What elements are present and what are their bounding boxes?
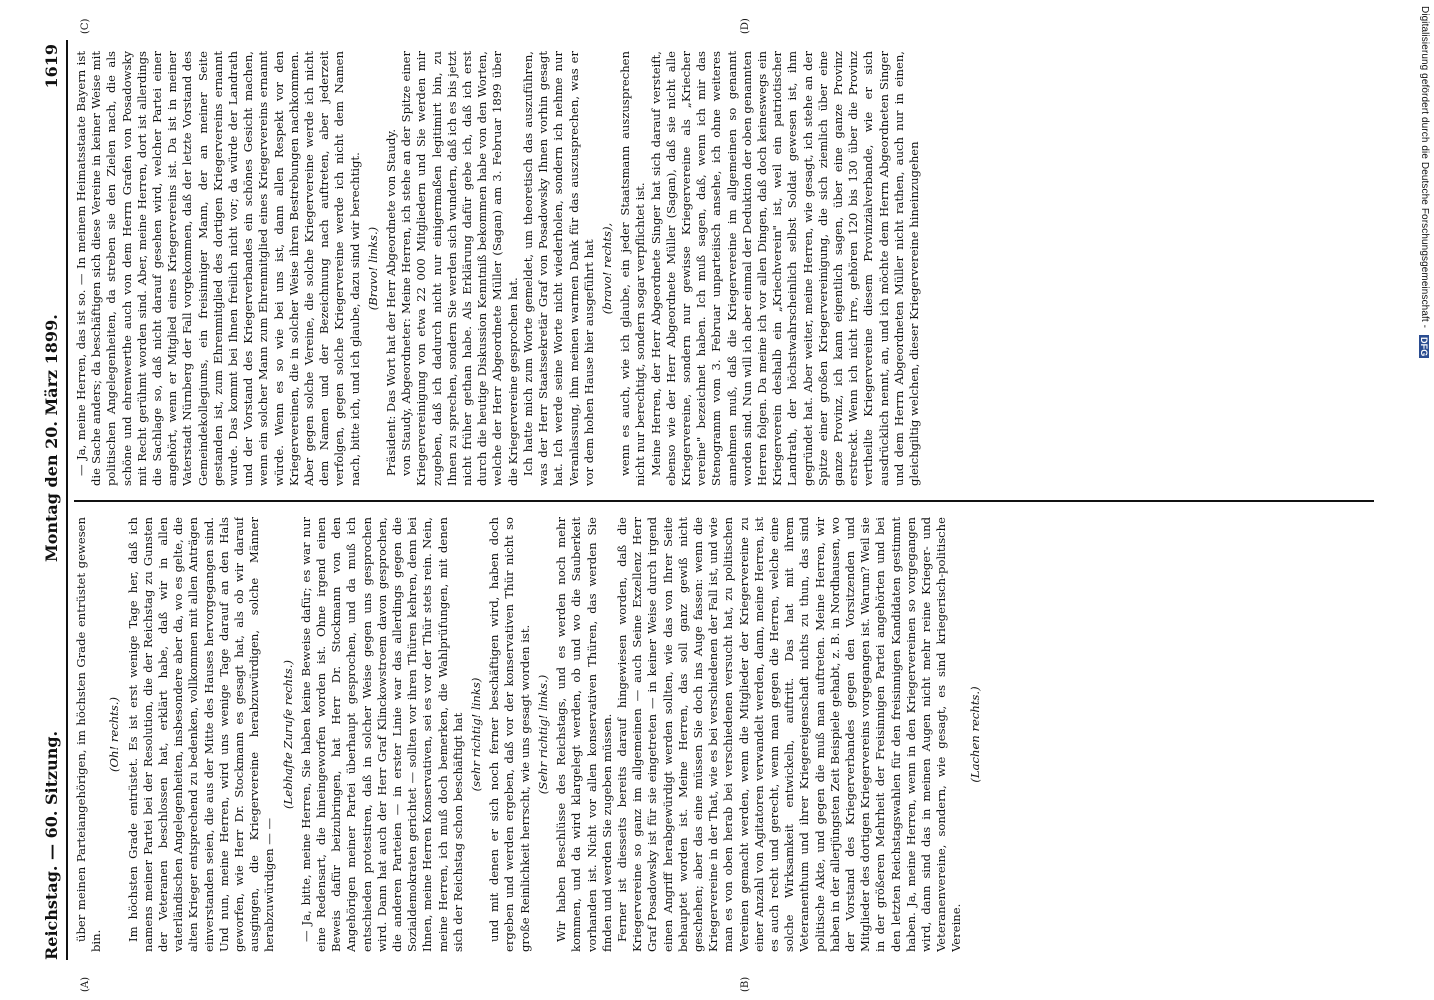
running-header [40, 40, 68, 960]
digitization-text: Digitalisierung gefördert durch die Deutsche Forschungsgemeinschaft - [1419, 6, 1430, 329]
paragraph: über meinen Parteiangehörigen, im höchsten Grade entrüstet gewesen bin. [74, 517, 104, 952]
digitization-note [1412, 6, 1434, 996]
margin-mark-c: (C) [80, 18, 91, 34]
margin-mark-a: (A) [80, 976, 91, 992]
interjection: (sehr richtig! links) [469, 677, 484, 792]
paragraph: von Staudy, Abgeordneter: Meine Herren, ich stehe an der Spitze einer Kriegervereinigung von etwa 22 000 Mitgliedern und Sie werden mir zugeben, daß ich dadurch nicht nur einigermaßen legitimirt bin, zu Ihnen zu sprechen, sondern Sie werden sich wundern, daß ich es bis jetzt nicht früher gethan habe. Als Erklärung dafür gebe ich, daß ich erst durch die heutige Diskussion Kenntniß bekommen habe von den Worten, welche der Herr Abgeordnete Müller (Sagan) am 3. Februar 1899 über die Kriegervereine gesprochen hat. [399, 51, 520, 486]
page-number: 1619 [42, 44, 61, 89]
paragraph: Ich hatte mich zum Worte gemeldet, um theoretisch das auszuführen, was der Herr Staatssekretär Graf von Posadowsky Ihnen vorhin gesagt hat. Ich werde seine Worte nicht wiederholen, sondern ich nehme nur Veranlassung, ihm meinen warmen Dank für das auszusprechen, was er vor dem hohen Hause hier ausgeführt hat [520, 51, 596, 486]
paragraph: — Ja, meine Herren, das ist so. — In meinem Heimatsstaate Bayern ist die Sache anders; da beschäftigen sich diese Vereine in keiner Weise mit politischen Angelegenheiten, da streben sie den Zielen nach, die als schöne und ehrenwerthe auch von dem Herrn Grafen von Posadowsky mit Recht gerühmt worden sind. Aber, meine Herren, dort ist allerdings die Sachlage so, daß nicht darauf gesehen wird, welcher Partei einer angehört, wenn er Mitglied eines Kriegervereins ist. Da ist in meiner Vaterstadt Nürnberg der Fall vorgekommen, daß der letzte Vorstand des Gemeindekollegiums, ein freisinniger Mann, der an meiner Seite gestanden ist, zum Ehrenmitglied des dortigen Kriegervereins ernannt wurde. Das kommt bei Ihnen freilich nicht vor; da würde der Landrath und der Vorstand des Kriegerverbandes ein schönes Gesicht machen, wenn ein solcher Mann zum Ehrenmitglied eines Kriegervereins ernannt würde. Wenn es so wie bei uns ist, dann allen Respekt vor den Kriegervereinen, die in solcher Weise ihren Bestrebungen nachkommen. Aber gegen solche Vereine, die solche Kriegervereine werde ich nicht dem Namen und der Bezeichnung nach auftreten, aber jederzeit verfolgen, gegen solche Kriegervereine werde ich nicht dem Namen nach, bitte ich, und ich glaube, dazu sind wir berechtigt. [74, 51, 362, 486]
left-column [74, 517, 1374, 952]
margin-mark-d: (D) [740, 18, 751, 34]
interjection: (Bravo! links.) [365, 226, 380, 311]
paragraph: Präsident: Das Wort hat der Herr Abgeordnete von Staudy. [384, 128, 399, 476]
paragraph: — Ja, bitte, meine Herren, Sie haben keine Beweise dafür; es war nur eine Redensart, die hineingeworfen worden ist. Ohne irgend einen Beweis dafür beizubringen, hat Herr Dr. Stockmann von den Angehörigen meiner Partei überhaupt gesprochen, und da muß ich entschieden protestiren, daß in solcher Weise gegen uns gesprochen wird. Dann hat auch der Herr Graf Klinckowstroem davon gesprochen, die anderen Parteien — in erster Linie war das allerdings gegen die Sozialdemokraten gerichtet — sollten vor ihren Thüren kehren, denn bei Ihnen, meine Herren Konservativen, sei es vor der Thür stets rein. Nein, meine Herren, ich muß doch bemerken, die Wahlprüfungen, mit denen sich der Reichstag schon beschäftigt hat [298, 517, 465, 952]
header-date: Montag den 20. März 1899. [42, 314, 61, 562]
margin-mark-b: (B) [740, 976, 751, 992]
paragraph: Im höchsten Grade entrüstet. Es ist erst wenige Tage her, daß ich namens meiner Partei bei der Resolution, die der Reichstag zu Gunsten der Veteranen beschlossen hat, erklärt habe, daß wir in allen vaterländischen Angelegenheiten, insbesondere aber da, wo es gelte, die alten Krieger entsprechend zu bedenken, vollkommen mit allen Anträgen einverstanden seien, die aus der Mitte des Hauses hervorgegangen sind. Und nun, meine Herren, wird uns wenige Tage darauf an den Hals geworfen, wie Herr Dr. Stockmann es gesagt hat, als ob wir darauf ausgingen, die Kriegervereine herabzuwürdigen, solche Männer herabzuwürdigen — — [125, 517, 277, 952]
interjection: (Lebhafte Zurufe rechts.) [280, 660, 295, 809]
interjection: (Lachen rechts.) [967, 686, 982, 783]
header-session: Reichstag. — 60. Sitzung. [42, 730, 61, 960]
interjection: (bravo! rechts), [599, 222, 614, 315]
dfg-logo: DFG [1419, 336, 1429, 357]
interjection: (Sehr richtig! links.) [535, 674, 550, 795]
column-divider [74, 500, 1374, 502]
paragraph: Ferner ist diesseits bereits darauf hingewiesen worden, daß die Kriegervereine so ganz im allgemeinen — auch Seine Exzellenz Herr Graf Posadowsky ist für sie eingetreten — in keiner Weise durch irgend einen Angriff herabgewürdigt werden sollten, wie das von Ihrer Seite behauptet worden ist. Meine Herren, das soll ganz gewiß nicht geschehen; aber das eine müssen Sie doch ins Auge fassen: wenn die Kriegervereine in der That, wie es bei verschiedenen der Fall ist, und wie man es von oben herab bei verschiedenen versucht hat, zu politischen Vereinen gemacht werden, wenn die Mitglieder der Kriegervereine zu einer Anzahl von Agitatoren verwandelt werden, dann, meine Herren, ist es auch recht und gerecht, wenn man gegen die Herren, welche eine solche Wirksamkeit entwickeln, auftritt. Das hat mit ihrem Veteranenthum und ihrer Kriegereigenschaft nichts zu thun, das sind politische Akte, und gegen die muß man auftreten. Meine Herren, wir haben in der allerjüngsten Zeit Beispiele gehabt, z. B. in Nordhausen, wo der Vorstand des Kriegerverbandes gegen den Vorsitzenden und Mitglieder des dortigen Kriegervereins vorgegangen ist. Warum? Weil sie in der größeren Mehrheit der Freisinnigen Partei angehörten und bei den letzten Reichstagswahlen für den freisinnigen Kandidaten gestimmt haben. Ja, meine Herren, wenn in den Kriegervereinen so vorgegangen wird, dann sind das in meinen Augen nicht mehr reine Krieger- und Veteranenvereine, sondern, wie gesagt, es sind kriegerisch-politische Vereine. [614, 517, 964, 952]
right-column [74, 51, 1374, 486]
paragraph: Meine Herren, der Herr Abgeordnete Singer hat sich darauf versteift, ebenso wie der Herr Abgeordnete Müller (Sagan), daß sie nicht alle Kriegervereine, sondern nur gewisse Kriegervereine als „Kriecher vereine" bezeichnet haben. Ich muß sagen, daß, wenn ich mir das Stenogramm vom 3. Februar unparteiisch ansehe, ich ohne weiteres annehmen muß, daß die Kriegervereine im allgemeinen so genannt worden sind. Nun will ich aber einmal der Deduktion der oben genannten Herren folgen. Da meine ich vor allen Dingen, daß doch keineswegs ein Kriegerverein deshalb ein „Kriechverein" ist, weil ein patriotischer Landrath, der höchstwahrscheinlich selbst Soldat gewesen ist, ihm gegründet hat. Aber weiter, meine Herren, wie gesagt, ich stehe an der Spitze einer großen Kriegervereinigung, die sich ziemlich über eine ganze Provinz, ich kann eigentlich sagen, über eine ganze Provinz erstreckt. Wenn ich nicht irre, gehören 120 bis 130 über die Provinz vertheilte Kriegervereine diesem Provinzialverbande, wie er sich ausdrücklich nennt, an, und ich möchte dem Herrn Abgeordneten Singer und dem Herrn Abgeordneten Müller nicht rathen, auch nur in einen, gleichgiltig welchen, dieser Kriegervereine hineinzugehen [648, 51, 921, 486]
paragraph: Wir haben Beschlüsse des Reichstags, und es werden noch mehr kommen, und da wird klargelegt werden, ob und wo die Sauberkeit vorhanden ist. Nicht vor allen konservativen Thüren, das werden Sie finden und werden Sie zugeben müssen. [554, 517, 614, 952]
paragraph: wenn es auch, wie ich glaube, ein jeder Staatsmann auszusprechen nicht nur berechtigt, sondern sogar verpflichtet ist. [618, 51, 648, 486]
paragraph: und mit denen er sich noch ferner beschäftigen wird, haben doch ergeben und werden ergeben, daß vor der konservativen Thür nicht so große Reinlichkeit herrscht, wie uns gesagt worden ist. [487, 517, 532, 952]
interjection: (Oh! rechts.) [107, 696, 122, 773]
